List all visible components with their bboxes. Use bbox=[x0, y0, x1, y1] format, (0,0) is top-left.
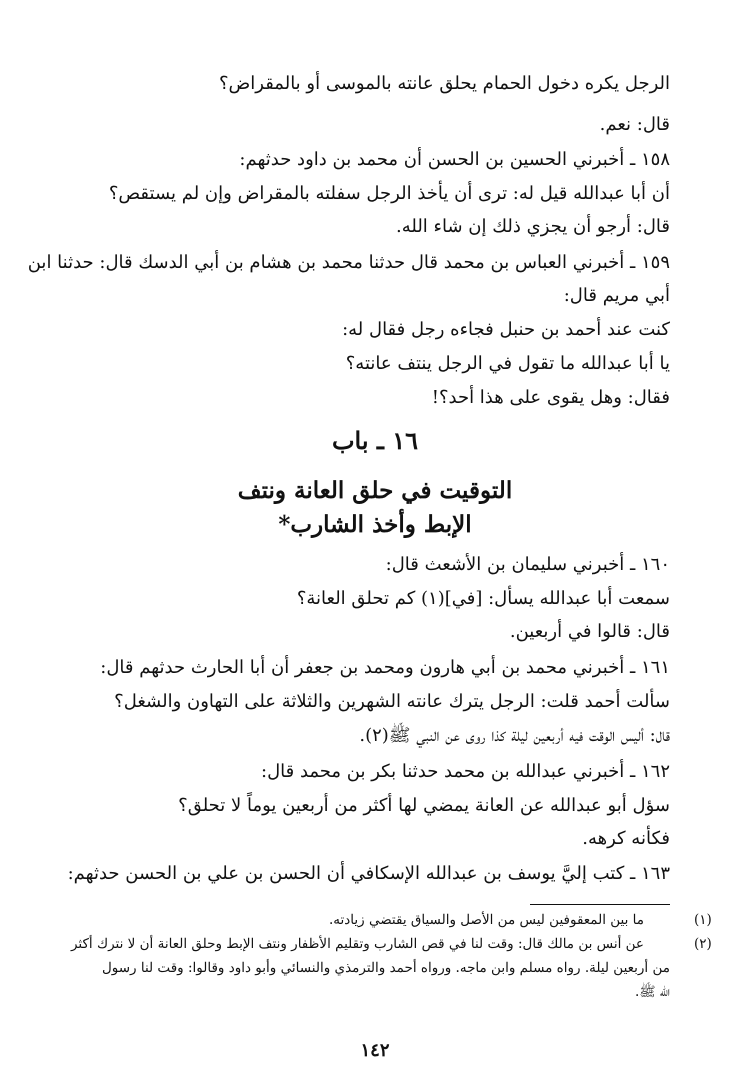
footnote-1-number: (١) bbox=[694, 912, 712, 928]
footnote-2-cont bbox=[78, 982, 670, 1003]
text-line: فكأنه كرهه. bbox=[582, 828, 670, 849]
text-line: قال: قالوا في أربعين. bbox=[509, 621, 670, 642]
narration-159: ١٥٩ ـ أخبرني العباس بن محمد قال حدثنا محمد بن هشام بن أبي الدسك قال: حدثنا ابن bbox=[27, 252, 670, 273]
text-line: سألت أحمد قلت: الرجل يترك عانته الشهرين والثلاثة على التهاون والشغل؟ bbox=[114, 691, 670, 712]
footnote-2-text-line1: عن أنس بن مالك قال: وقت لنا في قص الشارب وتقليم الأظفار ونتف الإبط وحلق العانة أن لا نترك أكثر bbox=[70, 936, 644, 952]
chapter-number: ١٦ ـ باب bbox=[331, 426, 419, 455]
footnote-2 bbox=[70, 934, 712, 955]
narration-158: ١٥٨ ـ أخبرني الحسين بن الحسن أن محمد بن داود حدثهم: bbox=[239, 149, 670, 170]
text-line: سمعت أبا عبدالله يسأل: [في](١) كم تحلق العانة؟ bbox=[296, 588, 670, 609]
footnote-2-text-line2: من أربعين ليلة. رواه مسلم وابن ماجه. ورواه أحمد والترمذي والنسائي وأبو داود وقالوا: وقت لنا رسول bbox=[101, 960, 670, 976]
footnote-2-text-line3: الله ﷺ. bbox=[635, 984, 670, 1000]
text-line: أن أبا عبدالله قيل له: ترى أن يأخذ الرجل سفلته بالمقراض وإن لم يستقص؟ bbox=[108, 183, 670, 204]
text-line: قال: نعم. bbox=[599, 114, 670, 135]
text-line: أبي مريم قال: bbox=[563, 285, 670, 306]
footnote-2-cont bbox=[78, 958, 670, 979]
footnote-1-text: ما بين المعقوفين ليس من الأصل والسياق يقتضي زيادته. bbox=[328, 912, 644, 928]
text-line: قال: أليس الوقت فيه أربعين ليلة كذا روى عن النبي ﷺ(٢). bbox=[359, 725, 670, 746]
text-line: كنت عند أحمد بن حنبل فجاءه رجل فقال له: bbox=[342, 319, 670, 340]
chapter-title-line2: الإبط وأخذ الشارب* bbox=[278, 511, 472, 538]
chapter-title-line1: التوقيت في حلق العانة ونتف bbox=[237, 477, 513, 504]
narration-162: ١٦٢ ـ أخبرني عبدالله بن محمد حدثنا بكر بن محمد قال: bbox=[261, 761, 670, 782]
page-number: ١٤٢ bbox=[360, 1040, 390, 1061]
narration-160: ١٦٠ ـ أخبرني سليمان بن الأشعث قال: bbox=[385, 554, 670, 575]
text-line: سؤل أبو عبدالله عن العانة يمضي لها أكثر من أربعين يوماً لا تحلق؟ bbox=[178, 795, 670, 816]
text-line: يا أبا عبدالله ما تقول في الرجل ينتف عانته؟ bbox=[345, 353, 670, 374]
footnote-2-number: (٢) bbox=[694, 936, 712, 952]
footnote-1 bbox=[78, 910, 712, 931]
footnote-divider bbox=[530, 904, 670, 905]
text-line: قال: أرجو أن يجزي ذلك إن شاء الله. bbox=[395, 216, 670, 237]
text-line: الرجل يكره دخول الحمام يحلق عانته بالموسى أو بالمقراض؟ bbox=[218, 73, 670, 94]
narration-163: ١٦٣ ـ كتب إليَّ يوسف بن عبدالله الإسكافي أن الحسن بن علي بن الحسن حدثهم: bbox=[67, 863, 670, 884]
narration-161: ١٦١ ـ أخبرني محمد بن أبي هارون ومحمد بن جعفر أن أبا الحارث حدثهم قال: bbox=[100, 657, 670, 678]
text-line: فقال: وهل يقوى على هذا أحد؟! bbox=[431, 387, 670, 408]
